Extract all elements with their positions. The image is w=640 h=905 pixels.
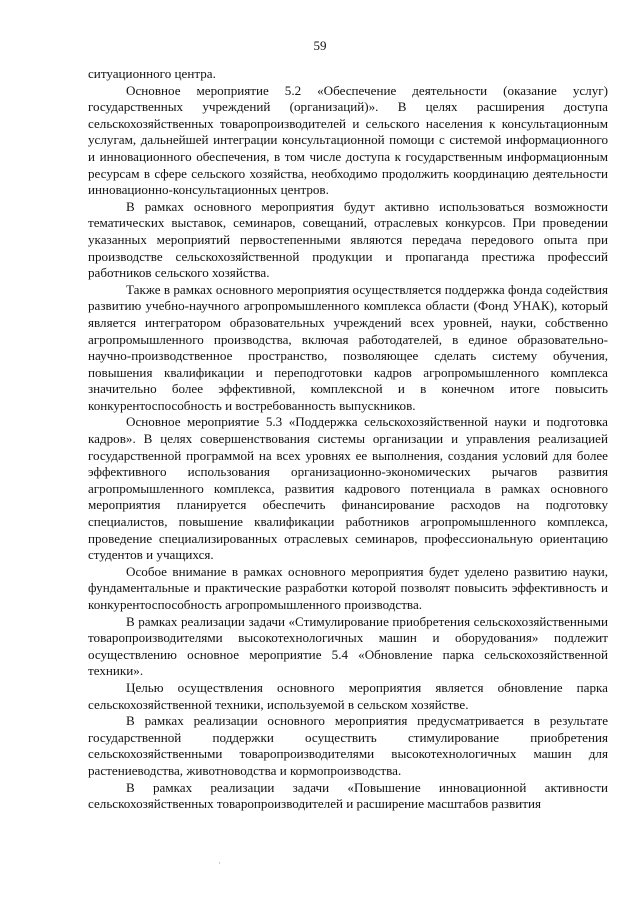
paragraph-innovation-task: В рамках реализации задачи «Повышение инновационной активности сельскохозяйственных товаропроизводителей и расширение масштабов развития bbox=[88, 779, 608, 812]
page-number: 59 bbox=[313, 38, 327, 53]
paragraph-science: Особое внимание в рамках основного мероприятия будет уделено развитию науки, фундаментальные и практические разработки которой позволят повысить эффективность и конкурентоспособность агропромышленного производства. bbox=[88, 563, 608, 612]
paragraph-continuation: ситуационного центра. bbox=[88, 66, 216, 81]
paragraph-fund-unak: Также в рамках основного мероприятия осуществляется поддержка фонда содействия развитию учебно-научного агропромышленного комплекса области (Фонд УНАК), который является интегратором образовательных учреждений всех уровней, науки, собственно агропромышленного производства, включая работодателей, в единое образовательно-научно-производственное пространство, позволяющее сделать систему обучения, повышения квалификации и переподготовки кадров агропромышленного комплекса значительно более эффективной, комплексной и в конечном итоге повысить конкурентоспособность и востребованность выпускников. bbox=[88, 281, 608, 413]
paragraph-exhibitions: В рамках основного мероприятия будут активно использоваться возможности тематических выставок, семинаров, совещаний, отраслевых конкурсов. При проведении указанных мероприятий первостепенными являются передача передового опыта при производстве сельскохозяйственной продукции и пропаганда престижа профессий работников сельского хозяйства. bbox=[88, 198, 608, 281]
paragraph-state-support: В рамках реализации основного мероприятия предусматривается в результате государственной поддержки осуществить стимулирование приобретения сельскохозяйственными товаропроизводителями высокотехнологичных машин для растениеводства, животноводства и кормопроизводства. bbox=[88, 713, 608, 778]
paragraph-measure-5-3: Основное мероприятие 5.3 «Поддержка сельскохозяйственной науки и подготовка кадров». В целях совершенствования системы организации и управления реализацией государственной программой на всех уровнях ее выполнения, создания условий для более эффективного использования организационно-экономических рычагов развития агропромышленного комплекса, развития кадрового потенциала в рамках основного мероприятия планируется обеспечить финансирование расходов на подготовку специалистов, повышение квалификации работников агропромышленного комплекса, проведение специализированных отраслевых семинаров, профессиональную ориентацию студентов и учащихся. bbox=[88, 414, 608, 563]
paragraph-measure-5-4: В рамках реализации задачи «Стимулирование приобретения сельскохозяйственными товаропроизводителями высокотехнологичных машин и оборудования» подлежит осуществлению основное мероприятие 5.4 «Обновление парка сельскохозяйственной техники». bbox=[88, 613, 608, 679]
paragraph-goal: Целью осуществления основного мероприятия является обновление парка сельскохозяйственной техники, используемой в сельском хозяйстве. bbox=[88, 679, 608, 712]
page-body bbox=[88, 66, 608, 813]
scan-mark: · bbox=[218, 858, 221, 868]
paragraph-measure-5-2: Основное мероприятие 5.2 «Обеспечение деятельности (оказание услуг) государственных учреждений (организаций)». В целях расширения доступа сельскохозяйственных товаропроизводителей и сельского населения к консультационным услугам, дальнейшей интеграции консультационной помощи с системой информационного и инновационного обеспечения, в том числе доступа к государственным информационным ресурсам в сфере сельского хозяйства, необходимо продолжить координацию деятельности инновационно-консультационных центров. bbox=[88, 82, 608, 198]
